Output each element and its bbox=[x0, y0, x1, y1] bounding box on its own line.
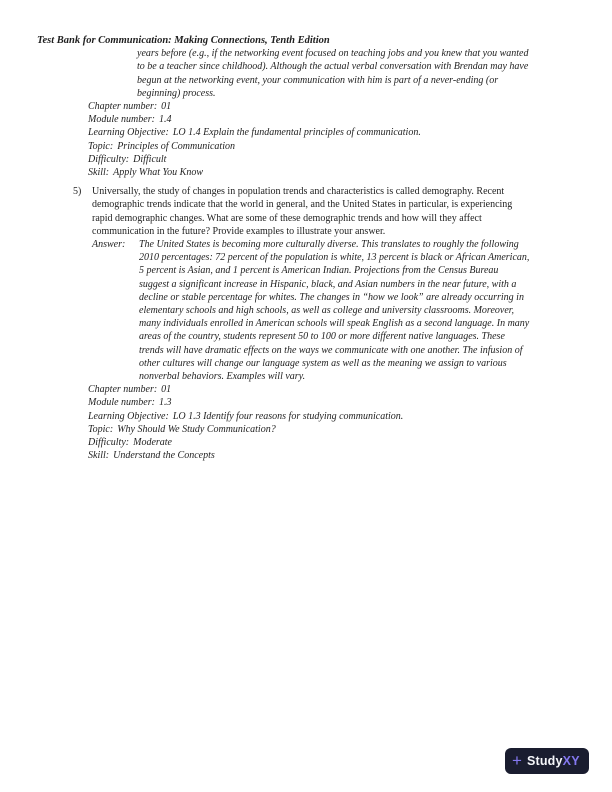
question-5-answer bbox=[92, 238, 595, 383]
topic-value: Principles of Communication bbox=[117, 140, 235, 152]
chapter-number-value: 01 bbox=[161, 101, 172, 113]
answer-label: Answer: bbox=[92, 239, 126, 251]
answer-line: decline or stable percentage for whites. The changes in “how we look” are already occurring in bbox=[139, 291, 524, 303]
learning-objective-label: Learning Objective: bbox=[88, 127, 169, 139]
question4-metadata-block bbox=[88, 100, 595, 179]
module-number-value: 1.3 bbox=[158, 397, 172, 409]
skill-value: Understand the Concepts bbox=[113, 450, 215, 462]
question5-metadata-block bbox=[88, 383, 595, 462]
module-number-value: 1.4 bbox=[158, 114, 172, 126]
question-5-text bbox=[73, 185, 595, 238]
carryover-line: to be a teacher since childhood). Although the actual verbal conversation with Brendan may have bbox=[137, 61, 529, 73]
answer-line: suggest a significant increase in Hispanic, black, and Asian numbers in the near future, with a bbox=[139, 278, 517, 290]
chapter-number-line bbox=[88, 100, 595, 113]
skill-value: Apply What You Know bbox=[113, 167, 204, 179]
module-number-line bbox=[88, 396, 595, 409]
learning-objective-value: LO 1.4 Explain the fundamental principles of communication. bbox=[172, 127, 421, 139]
module-number-label: Module number: bbox=[88, 114, 155, 126]
answer-line: 2010 percentages: 72 percent of the population is white, 13 percent is black or African American, bbox=[139, 252, 530, 264]
topic-line bbox=[88, 423, 595, 436]
studyxy-logo-badge bbox=[505, 748, 589, 774]
difficulty-line bbox=[88, 153, 595, 166]
module-number-label: Module number: bbox=[88, 397, 155, 409]
difficulty-value: Difficult bbox=[133, 153, 167, 165]
skill-line bbox=[88, 449, 595, 462]
carryover-line: years before (e.g., if the networking event focused on teaching jobs and you knew that you wanted bbox=[137, 48, 529, 60]
skill-line bbox=[88, 166, 595, 179]
answer-line: The United States is becoming more culturally diverse. This translates to roughly the following bbox=[139, 239, 519, 251]
answer-lines bbox=[139, 238, 595, 383]
chapter-number-value: 01 bbox=[161, 384, 172, 396]
module-number-line bbox=[88, 113, 595, 126]
question-5-block bbox=[37, 185, 595, 462]
difficulty-value: Moderate bbox=[133, 437, 172, 449]
topic-line bbox=[88, 140, 595, 153]
skill-label: Skill: bbox=[88, 167, 110, 179]
answer-line: many individuals enrolled in American schools will speak English as a second language. In many bbox=[139, 318, 530, 330]
learning-objective-label: Learning Objective: bbox=[88, 410, 169, 422]
logo-text-accent: XY bbox=[562, 754, 580, 768]
learning-objective-line bbox=[88, 126, 595, 139]
question-5-number: 5) bbox=[73, 186, 82, 198]
document-header-title: Test Bank for Communication: Making Connections, Tenth Edition bbox=[37, 35, 330, 46]
topic-label: Topic: bbox=[88, 423, 114, 435]
answer-line: nonverbal behaviors. Examples will vary. bbox=[139, 371, 306, 383]
answer-line: 5 percent is Asian, and 1 percent is American Indian. Projections from the Census Bureau bbox=[139, 265, 499, 277]
difficulty-line bbox=[88, 436, 595, 449]
logo-text-primary: Study bbox=[526, 754, 563, 768]
chapter-number-line bbox=[88, 383, 595, 396]
chapter-number-label: Chapter number: bbox=[88, 384, 158, 396]
question-line: rapid demographic changes. What are some of these demographic trends and how will they affect bbox=[92, 212, 482, 224]
question-line: communication in the future? Provide examples to illustrate your answer. bbox=[92, 225, 386, 237]
carryover-line: beginning) process. bbox=[137, 87, 216, 99]
answer-line: trends will have dramatic effects on the ways we communicate with one another. The infusion of bbox=[139, 344, 523, 356]
carryover-line: begun at the networking event, your communication with him is part of a never-ending (or bbox=[137, 74, 499, 86]
skill-label: Skill: bbox=[88, 450, 110, 462]
difficulty-label: Difficulty: bbox=[88, 437, 130, 449]
chapter-number-label: Chapter number: bbox=[88, 101, 158, 113]
document-body bbox=[37, 34, 595, 463]
topic-value: Why Should We Study Communication? bbox=[117, 423, 276, 435]
carryover-answer-paragraph bbox=[137, 47, 595, 100]
question-line: Universally, the study of changes in population trends and characteristics is called demography. Recent bbox=[92, 186, 505, 198]
question-5-lines bbox=[92, 185, 595, 238]
topic-label: Topic: bbox=[88, 140, 114, 152]
answer-line: other cultures will change our language system as well as the meaning we assign to various bbox=[139, 357, 507, 369]
learning-objective-value: LO 1.3 Identify four reasons for studying communication. bbox=[172, 410, 404, 422]
answer-line: areas of the country, students represent 50 to 100 or more different native languages. These bbox=[139, 331, 505, 343]
plus-icon: + bbox=[512, 750, 522, 770]
difficulty-label: Difficulty: bbox=[88, 153, 130, 165]
answer-line: elementary schools and high schools, as well as college and university classrooms. Moreover, bbox=[139, 305, 515, 317]
question-line: demographic trends indicate that the world in general, and the United States in particular, is experiencing bbox=[92, 199, 513, 211]
studyxy-logo-text bbox=[527, 754, 580, 768]
learning-objective-line bbox=[88, 410, 595, 423]
